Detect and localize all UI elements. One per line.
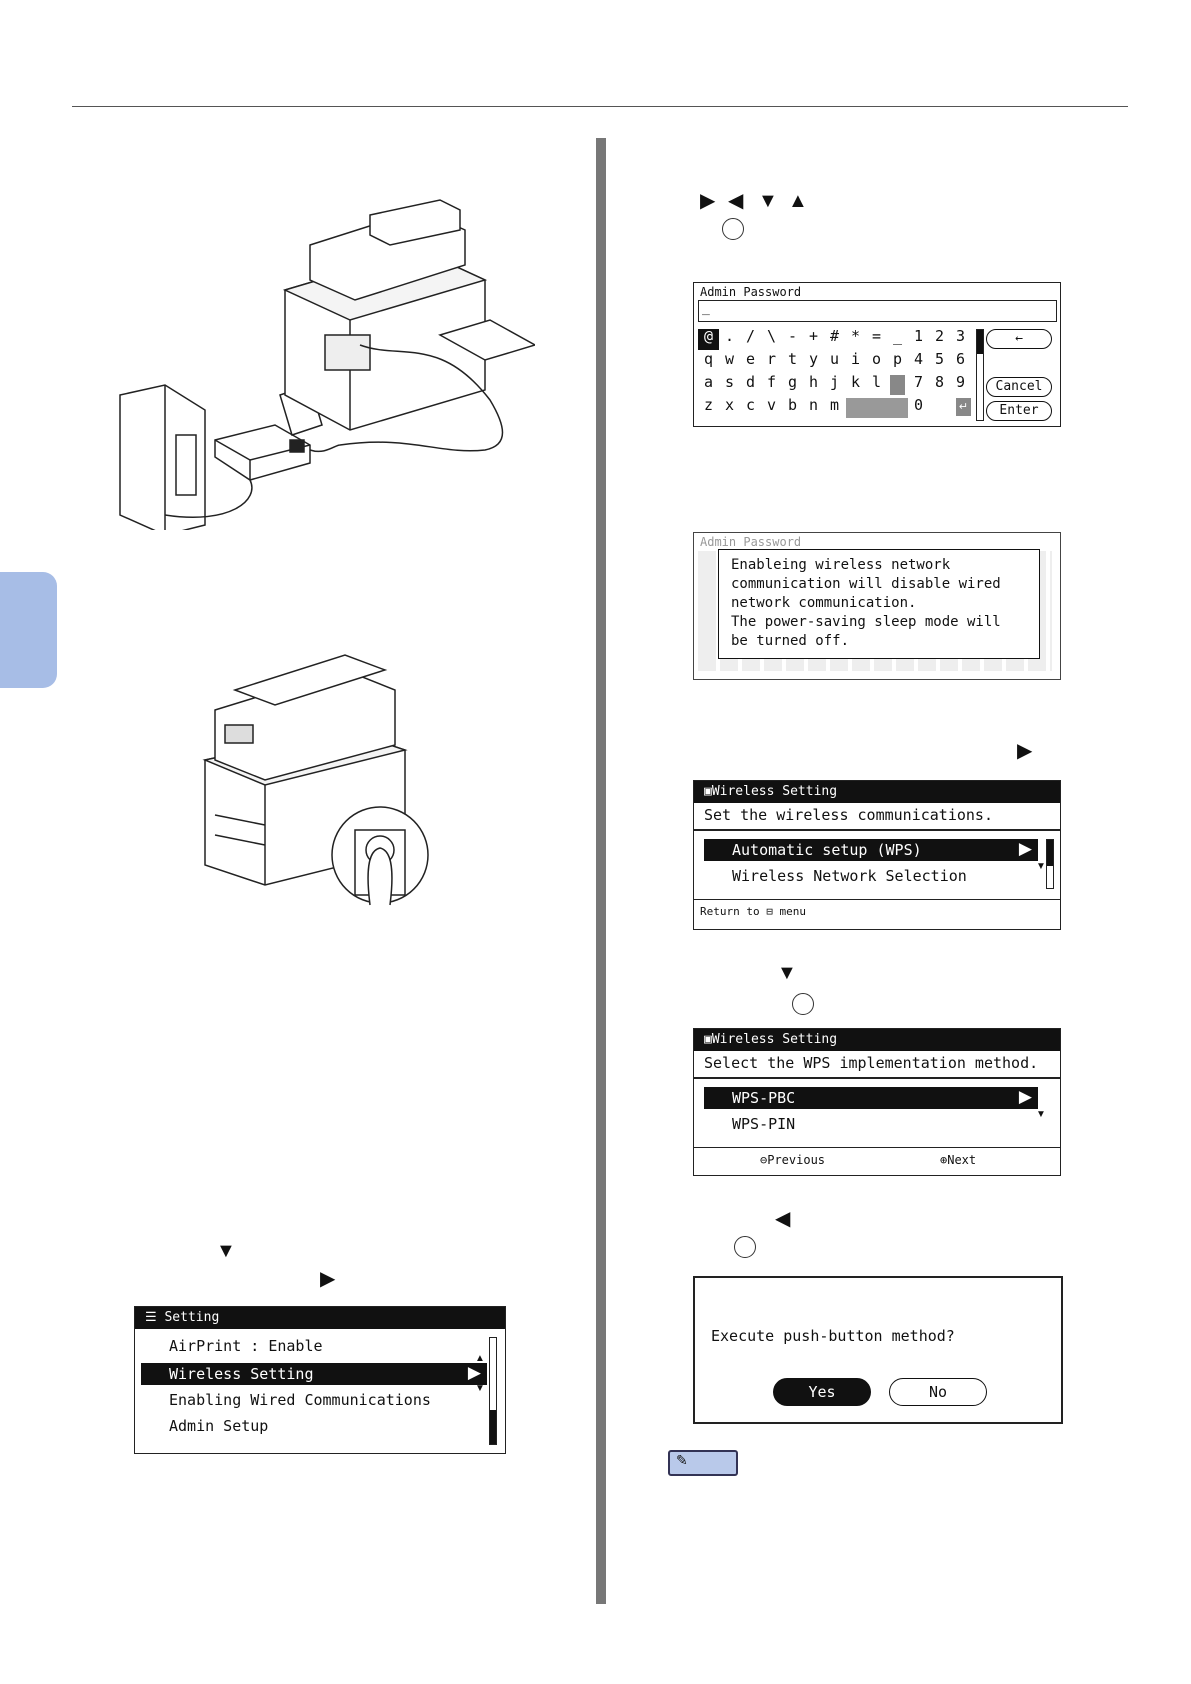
separator — [694, 899, 1060, 900]
scrollbar-thumb[interactable] — [977, 330, 983, 354]
right-arrow-icon: ▶ — [320, 1268, 336, 1290]
left-arrow-icon: ◀ — [775, 1208, 791, 1230]
setting-menu-screen — [134, 1306, 506, 1454]
submenu-arrow-icon: ▶ — [1018, 839, 1032, 858]
warning-line: network communication. — [731, 595, 917, 611]
settings-icon: ☰ — [145, 1310, 165, 1325]
scroll-down-icon: ▼ — [1036, 1109, 1046, 1120]
password-input[interactable]: _ — [698, 300, 1057, 322]
header-rule — [72, 106, 1128, 107]
memo-badge — [668, 1450, 738, 1476]
key[interactable]: # — [829, 327, 840, 345]
key[interactable]: h — [808, 373, 819, 391]
key[interactable]: 7 — [913, 373, 924, 391]
ok-button-icon — [734, 1236, 756, 1258]
menu-item-label: Automatic setup (WPS) — [732, 841, 922, 859]
key[interactable]: o — [871, 350, 882, 368]
key[interactable]: _ — [892, 327, 903, 345]
key[interactable]: i — [850, 350, 861, 368]
header-title: Setting — [164, 1310, 220, 1325]
wireless-icon: ▣ — [704, 1032, 712, 1047]
key[interactable]: p — [892, 350, 903, 368]
key[interactable]: 9 — [955, 373, 966, 391]
down-arrow-icon: ▼ — [758, 190, 778, 212]
push-button-screen — [693, 1276, 1063, 1424]
key[interactable]: + — [808, 327, 819, 345]
key[interactable]: u — [829, 350, 840, 368]
key[interactable]: j — [829, 373, 840, 391]
key[interactable]: 5 — [934, 350, 945, 368]
down-arrow-icon: ▼ — [216, 1240, 236, 1262]
network-connection-illustration — [110, 195, 535, 530]
key[interactable]: 1 — [913, 327, 924, 345]
menu-item-label: WPS-PBC — [732, 1089, 796, 1107]
instruction-text: Set the wireless communications. — [704, 806, 993, 824]
submenu-arrow-icon: ▶ — [1018, 1087, 1032, 1106]
space-key[interactable] — [846, 398, 908, 418]
ok-button-icon — [792, 993, 814, 1015]
key[interactable]: c — [745, 396, 756, 414]
key[interactable]: f — [766, 373, 777, 391]
separator — [694, 1147, 1060, 1148]
right-arrow-icon: ▶ — [1017, 740, 1033, 762]
separator — [694, 1077, 1060, 1079]
key[interactable]: n — [808, 396, 819, 414]
menu-item[interactable]: Wireless Network Selection — [732, 867, 967, 885]
key[interactable]: @ — [703, 327, 714, 345]
screen-header — [135, 1307, 505, 1329]
key[interactable]: 0 — [913, 396, 924, 414]
ok-button-icon — [722, 218, 744, 240]
screen-header — [694, 781, 1060, 803]
wireless-setting-screen — [693, 780, 1061, 930]
next-button[interactable]: ⊕Next — [940, 1153, 977, 1167]
warning-screen — [693, 532, 1061, 680]
key[interactable]: 4 — [913, 350, 924, 368]
menu-item[interactable]: WPS-PIN — [732, 1115, 796, 1133]
key[interactable]: l — [871, 373, 882, 391]
screen-header — [694, 1029, 1060, 1051]
scroll-up-icon: ▲ — [475, 1353, 485, 1364]
warning-line: communication will disable wired — [731, 576, 1001, 592]
key[interactable]: \ — [766, 327, 777, 345]
key[interactable]: v — [766, 396, 777, 414]
key[interactable]: y — [808, 350, 819, 368]
key[interactable]: q — [703, 350, 714, 368]
enter-button[interactable]: Enter — [986, 401, 1052, 421]
key[interactable]: m — [829, 396, 840, 414]
warning-line: be turned off. — [731, 633, 850, 649]
up-arrow-icon: ▲ — [788, 190, 808, 212]
separator — [694, 829, 1060, 831]
key[interactable]: a — [703, 373, 714, 391]
key[interactable]: . — [724, 327, 735, 345]
menu-item-selected[interactable] — [704, 1087, 1038, 1109]
key[interactable]: k — [850, 373, 861, 391]
background-title: Admin Password — [700, 535, 802, 549]
down-arrow-icon: ▼ — [777, 962, 797, 984]
admin-password-title: Admin Password — [700, 285, 802, 299]
key[interactable]: x — [724, 396, 735, 414]
cancel-button[interactable]: Cancel — [986, 377, 1052, 397]
menu-item[interactable]: AirPrint : Enable — [169, 1337, 323, 1355]
key[interactable]: = — [871, 327, 882, 345]
scroll-down-icon: ▼ — [475, 1383, 485, 1394]
character-grid — [698, 327, 976, 419]
no-button[interactable]: No — [889, 1378, 987, 1406]
key[interactable]: * — [850, 327, 861, 345]
key[interactable]: g — [787, 373, 798, 391]
menu-item-selected[interactable] — [141, 1363, 487, 1385]
menu-item-selected[interactable] — [704, 839, 1038, 861]
chapter-tab — [0, 572, 57, 688]
key[interactable]: e — [745, 350, 756, 368]
key[interactable]: t — [787, 350, 798, 368]
warning-line: Enableing wireless network — [731, 557, 951, 573]
footer-text: Return to ⊟ menu — [700, 905, 806, 918]
menu-item[interactable]: Admin Setup — [169, 1417, 269, 1435]
key[interactable]: 6 — [955, 350, 966, 368]
scrollbar[interactable] — [489, 1337, 497, 1445]
scrollbar[interactable] — [1046, 839, 1054, 889]
key[interactable]: 2 — [934, 327, 945, 345]
header-title: Wireless Setting — [711, 1032, 838, 1047]
return-key[interactable]: ↵ — [956, 398, 971, 416]
menu-item[interactable]: Enabling Wired Communications — [169, 1391, 431, 1409]
wireless-icon: ▣ — [704, 784, 712, 799]
scrollbar-thumb[interactable] — [490, 1410, 496, 1444]
key[interactable]: z — [703, 396, 714, 414]
pencil-icon: ✎ — [676, 1452, 688, 1468]
key[interactable]: r — [766, 350, 777, 368]
scrollbar[interactable] — [976, 329, 984, 421]
column-divider — [596, 138, 606, 1604]
yes-button[interactable]: Yes — [773, 1378, 871, 1406]
instruction-text: Select the WPS implementation method. — [704, 1054, 1039, 1072]
warning-line: The power-saving sleep mode will — [731, 614, 1001, 630]
key[interactable]: b — [787, 396, 798, 414]
blank-key[interactable] — [890, 375, 905, 395]
key[interactable]: - — [787, 327, 798, 345]
previous-button[interactable]: ⊖Previous — [760, 1153, 826, 1167]
key[interactable]: 8 — [934, 373, 945, 391]
wps-method-screen — [693, 1028, 1061, 1176]
submenu-arrow-icon: ▶ — [467, 1363, 481, 1382]
header-title: Wireless Setting — [711, 784, 838, 799]
scroll-down-icon: ▼ — [1036, 861, 1046, 872]
warning-dialog — [718, 549, 1040, 659]
left-arrow-icon: ◀ — [728, 190, 744, 212]
right-arrow-icon: ▶ — [700, 190, 716, 212]
key[interactable]: w — [724, 350, 735, 368]
backspace-button[interactable]: ← — [986, 329, 1052, 349]
power-button-illustration — [195, 650, 445, 925]
admin-password-screen — [693, 282, 1061, 427]
key[interactable]: / — [745, 327, 756, 345]
key[interactable]: s — [724, 373, 735, 391]
key[interactable]: d — [745, 373, 756, 391]
question-text: Execute push-button method? — [711, 1327, 955, 1345]
menu-item-label: Wireless Setting — [169, 1365, 314, 1383]
scrollbar-thumb[interactable] — [1047, 840, 1053, 866]
key[interactable]: 3 — [955, 327, 966, 345]
